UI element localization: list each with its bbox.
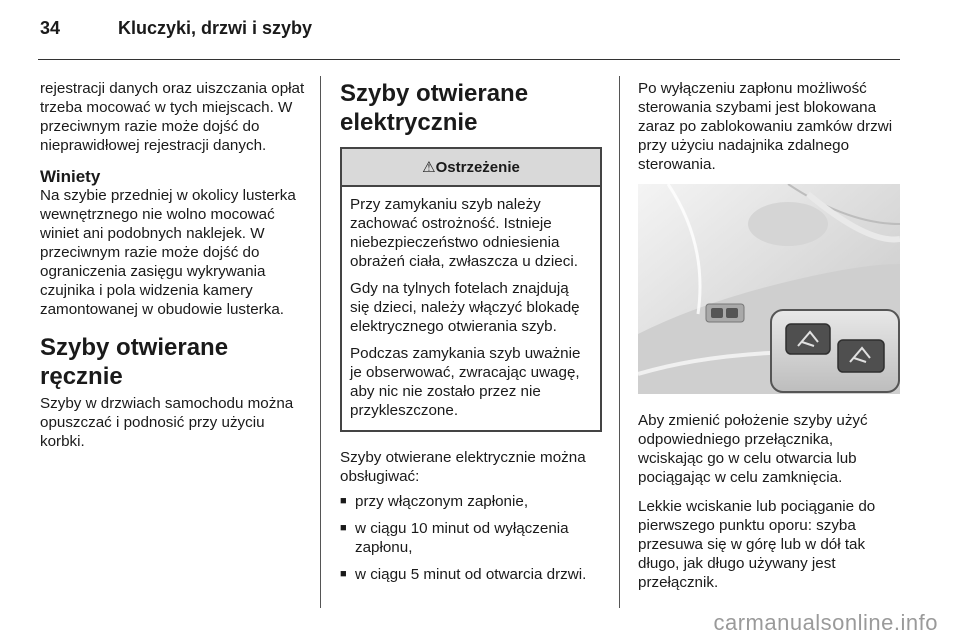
manual-windows-heading: Szyby otwierane ręcznie [40, 334, 229, 390]
column-divider-2 [619, 76, 620, 608]
warning-paragraph: Przy zamykaniu szyb należy zachować ostrożność. Istnieje niebezpieczeństwo odniesienia obrażeń ciała, zwłaszcza u dzieci. [350, 196, 578, 270]
operation-list [340, 492, 602, 584]
switch-usage-paragraph: Aby zmienić położenie szyby użyć odpowiedniego przełącznika, wciskając go w celu otwarcia lub pociągając w celu zamknięcia. [638, 412, 868, 486]
warning-icon: ⚠ [422, 159, 436, 176]
header-rule [38, 59, 900, 60]
warning-paragraph: Podczas zamykania szyb uważnie je obserwować, zwracając uwagę, aby nic nie zostało przez nie przykleszczone. [350, 345, 581, 419]
window-switch-illustration [638, 184, 900, 394]
list-item: ■ w ciągu 5 minut od otwarcia drzwi. [340, 565, 602, 584]
warning-box [340, 147, 602, 432]
operation-intro: Szyby otwierane elektrycznie można obsługiwać: [340, 449, 586, 485]
warning-paragraph: Gdy na tylnych fotelach znajdują się dzieci, należy włączyć blokadę elektrycznego otwierania szyb. [350, 280, 580, 335]
column-left [40, 79, 308, 461]
electric-windows-heading: Szyby otwierane elektrycznie [340, 80, 529, 136]
page-number: 34 [40, 18, 61, 38]
warning-title: Ostrzeżenie [435, 159, 520, 176]
watermark: carmanualsonline.info [713, 610, 938, 635]
column-middle [340, 79, 602, 592]
remote-lock-paragraph: Po wyłączeniu zapłonu możliwość sterowania szybami jest blokowana zaraz po zablokowaniu zamków drzwi przy użyciu nadajnika zdalnego sterowania. [638, 80, 893, 173]
column-right [638, 79, 902, 602]
winiety-paragraph: Na szybie przedniej w okolicy lusterka wewnętrznego nie wolno mocować winiet ani podobnych naklejek. W przeciwnym razie może dojść do ograniczenia zasięgu wykrywania czujnika i pola widzenia kamery zamontowanej w obudowie lusterka. [40, 187, 296, 318]
manual-windows-paragraph: Szyby w drzwiach samochodu można opuszczać i podnosić przy użyciu korbki. [40, 395, 294, 450]
column-divider-1 [320, 76, 321, 608]
winiety-heading: Winiety [40, 167, 101, 186]
page-title: Kluczyki, drzwi i szyby [118, 18, 313, 38]
warning-header [342, 149, 600, 187]
list-item: ■ w ciągu 10 minut od wyłączenia zapłonu, [340, 519, 602, 557]
intro-paragraph: rejestracji danych oraz uiszczania opłat trzeba mocować w tych miejscach. W przeciwnym razie może dojść do nieprawidłowej rejestracji danych. [40, 80, 305, 154]
warning-body [342, 187, 600, 430]
list-item: ■ przy włączonym zapłonie, [340, 492, 602, 511]
light-press-paragraph: Lekkie wciskanie lub pociąganie do pierwszego punktu oporu: szyba przesuwa się w górę lub w dół tak długo, jak długo używany jest przełącznik. [638, 498, 876, 591]
